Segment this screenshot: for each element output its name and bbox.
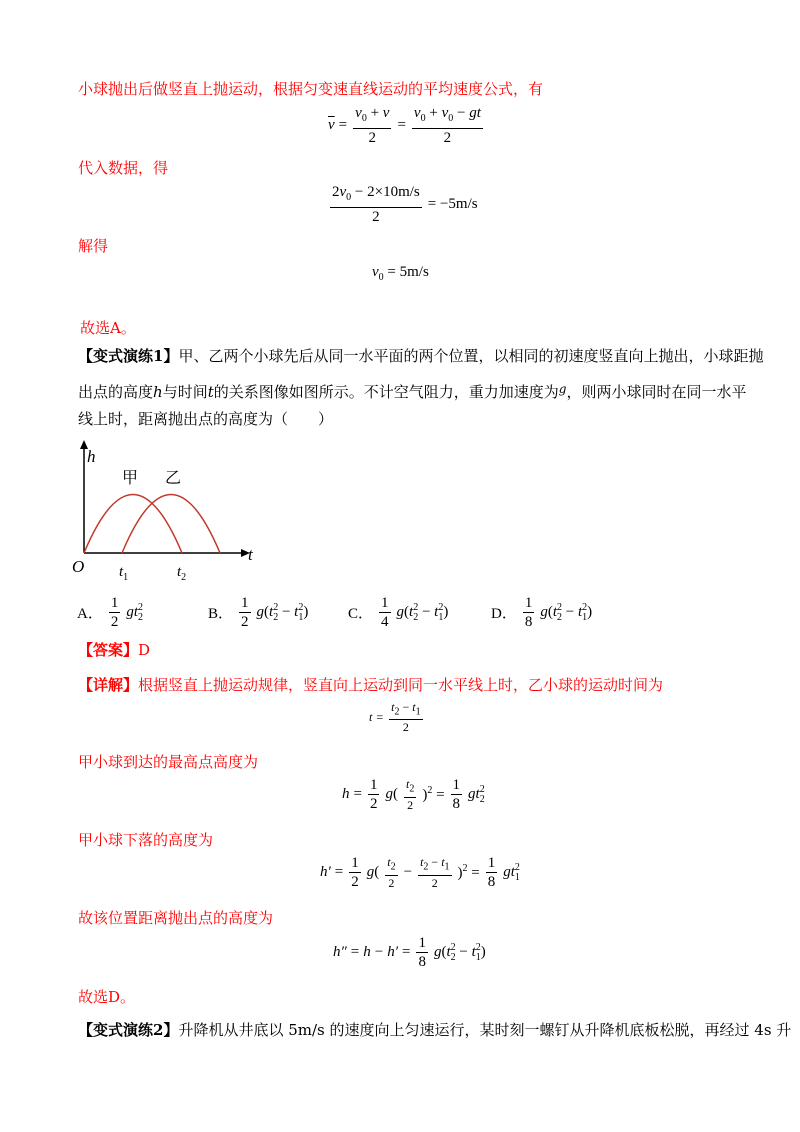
graph-origin-label: O xyxy=(72,557,85,576)
height-time-graph xyxy=(66,436,266,584)
answer-line xyxy=(78,640,150,660)
highest-formula: h = $\frac{1}{2}$ g( $\frac{t_2}{2}$ )$^2$ = $\frac{1}{8}$ $gt_2^2$ xyxy=(342,777,485,812)
option-c-letter: C． xyxy=(348,606,374,622)
position-formula: h″ = h − h′ = $\frac{1}{8}$ $g(t_2^2 - t_1^2)$ xyxy=(333,935,486,970)
var-h: h xyxy=(153,383,163,401)
exercise1-text2b: 与时间 xyxy=(162,383,208,401)
exercise1-line1 xyxy=(78,346,763,366)
graph-h-label: h xyxy=(87,447,96,466)
exercise1-line3: 线上时，距离抛出点的高度为（ ） xyxy=(78,410,334,428)
exercise1-line2 xyxy=(78,379,746,402)
highest-label: 甲小球到达的最高点高度为 xyxy=(78,753,259,771)
substituted-equation: $\frac{2v_0 - 2\times 10m/s}{2}$ = −5m/s xyxy=(332,184,478,225)
exercise1-tag: 【变式演练1】 xyxy=(78,347,179,365)
exercise1-text1: 甲、乙两个小球先后从同一水平面的两个位置，以相同的初速度竖直向上抛出，小球距抛 xyxy=(178,347,764,365)
answer-tag: 【答案】 xyxy=(78,641,139,659)
exercise2-tag: 【变式演练2】 xyxy=(78,1021,179,1039)
position-label: 故该位置距离抛出点的高度为 xyxy=(78,909,274,927)
option-b-letter: B． xyxy=(208,606,234,622)
var-g: g xyxy=(558,382,567,396)
conclusion-a: 故选A。 xyxy=(80,319,136,337)
option-b[interactable]: B． $\frac{1}{2}$ $g(t_2^2 - t_1^2)$ xyxy=(208,595,309,630)
v0-result: $v_0 = 5m/s$ xyxy=(372,264,429,283)
substitute-label: 代入数据，得 xyxy=(78,159,169,177)
average-velocity-formula: $\overline{v}$ = $\frac{v_0 + v}{2}$ = $\frac{v_0 + v_0 - gt}{2}$ xyxy=(328,105,481,146)
solve-label: 解得 xyxy=(78,237,109,255)
solution-intro: 小球抛出后做竖直上抛运动，根据匀变速直线运动的平均速度公式，有 xyxy=(78,80,544,98)
graph-jia-label: 甲 xyxy=(122,468,139,487)
time-formula: t = $\frac{t_2 - t_1}{2}$ xyxy=(369,700,421,735)
option-c[interactable]: C． $\frac{1}{4}$ $g(t_2^2 - t_1^2)$ xyxy=(348,595,449,630)
exercise1-text2c: 的关系图像如图所示。不计空气阻力，重力加速度为 xyxy=(213,383,559,401)
conclusion-d: 故选D。 xyxy=(78,988,136,1006)
fallen-label: 甲小球下落的高度为 xyxy=(78,831,214,849)
var-t: t xyxy=(207,383,214,401)
answer-value: D xyxy=(138,641,151,659)
graph-t1-label: $t_1$ xyxy=(119,564,129,583)
detail-line xyxy=(78,675,663,695)
exercise2-line xyxy=(78,1020,791,1040)
graph-t2-label: $t_2$ xyxy=(177,564,187,583)
fallen-formula: h′ = $\frac{1}{2}$ g( $\frac{t_2}{2}$ − $\frac{t_2 - t_1}{2}$ )$^2$ = $\frac{1}{8}$ $gt_1^2$ xyxy=(320,855,520,890)
detail-text: 根据竖直上抛运动规律，竖直向上运动到同一水平线上时，乙小球的运动时间为 xyxy=(138,676,664,694)
option-d-letter: D． xyxy=(491,606,517,622)
exercise1-text2d: ，则两小球同时在同一水平 xyxy=(566,383,747,401)
option-a[interactable]: A． $\frac{1}{2}$ $gt_2^2$ xyxy=(77,595,144,630)
option-d[interactable]: D． $\frac{1}{8}$ $g(t_2^2 - t_1^2)$ xyxy=(491,595,593,630)
curve-jia xyxy=(84,495,182,554)
detail-tag: 【详解】 xyxy=(78,676,139,694)
exercise1-text2a: 出点的高度 xyxy=(78,383,154,401)
graph-t-label: t xyxy=(248,545,253,564)
option-a-letter: A． xyxy=(77,606,103,622)
curve-yi xyxy=(122,495,220,554)
graph-yi-label: 乙 xyxy=(165,468,182,487)
exercise2-text: 升降机从井底以 5m/s 的速度向上匀速运行，某时刻一螺钉从升降机底板松脱，再经过 4s 升 xyxy=(178,1021,792,1039)
